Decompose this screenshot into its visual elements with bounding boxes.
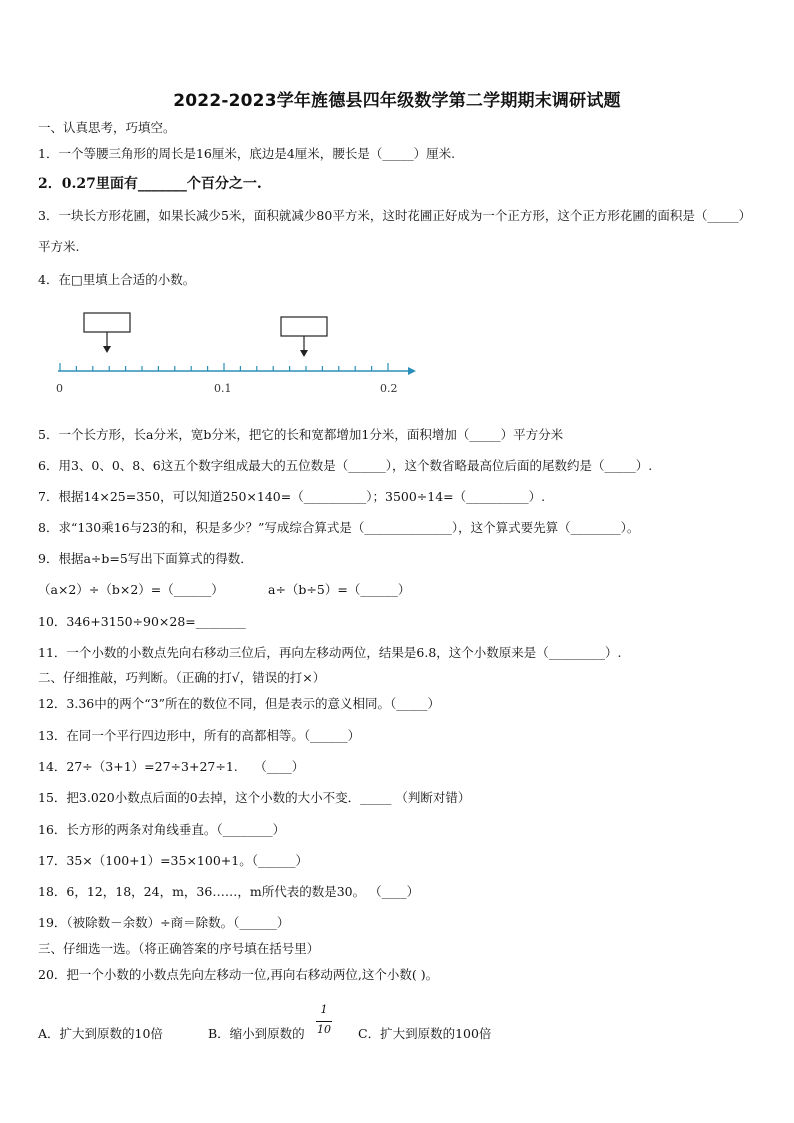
choice-c: C．扩大到原数的100倍: [358, 1026, 492, 1041]
page-title: 2022-2023学年旌德县四年级数学第二学期期末调研试题: [173, 91, 621, 111]
question-9: 9．根据a÷b=5写出下面算式的得数．: [38, 551, 253, 566]
question-17: 17．35×（100+1）=35×100+1。（______）: [38, 853, 308, 868]
section-heading-true-false: 二、仔细推敲，巧判断。（正确的打√，错误的打×）: [38, 670, 326, 685]
question-1: 1．一个等腰三角形的周长是16厘米，底边是4厘米，腰长是（_____）厘米.: [38, 146, 456, 161]
question-15: 15．把3.020小数点后面的0去掉，这个小数的大小不变．_____ （判断对错）: [38, 790, 471, 805]
question-16: 16．长方形的两条对角线垂直。（________）: [38, 822, 286, 837]
question-6: 6．用3、0、0、8、6这五个数字组成最大的五位数是（______），这个数省略最高位后面的尾数约是（_____）.: [38, 458, 653, 473]
question-13: 13．在同一个平行四边形中，所有的高都相等。（______）: [38, 728, 361, 743]
question-11: 11．一个小数的小数点先向右移动三位后，再向左移动两位，结果是6.8，这个小数原来是（_________）.: [38, 645, 622, 660]
question-12: 12．3.36中的两个“3”所在的数位不同，但是表示的意义相同。（_____）: [38, 696, 440, 711]
fraction-numerator: 1: [320, 1003, 328, 1016]
section-heading-multiple-choice: 三、仔细选一选。（将正确答案的序号填在括号里）: [38, 941, 320, 956]
question-4: 4．在□里填上合适的小数。: [38, 272, 196, 287]
question-8: 8．求“130乘16与23的和，积是多少？”写成综合算式是（______________），这个算式要先算（________）。: [38, 520, 640, 535]
arrow-1-head: [103, 346, 111, 353]
question-5: 5．一个长方形，长a分米，宽b分米，把它的长和宽都增加1分米，面积增加（_____）平方分米: [38, 427, 564, 442]
number-line-figure: [0, 300, 794, 400]
number-line-arrowhead: [408, 367, 416, 375]
fraction-denominator: 10: [317, 1023, 331, 1036]
answer-box-2: [281, 317, 327, 336]
section-heading-fill-in: 一、认真思考，巧填空。: [38, 120, 176, 135]
question-19: 19．（被除数－余数）÷商＝除数。（______）: [38, 915, 290, 930]
number-line-ticks: [60, 363, 388, 371]
question-9-part-b: a÷（b÷5）=（______）: [268, 582, 411, 597]
tick-label-0: 0: [56, 382, 63, 395]
question-18: 18．6，12，18，24，m，36……，m所代表的数是30。 （____）: [38, 884, 420, 899]
question-10: 10．346+3150÷90×28=________: [38, 614, 246, 629]
arrow-2-head: [300, 350, 308, 357]
fraction-bar: [316, 1021, 332, 1022]
question-7: 7．根据14×25=350，可以知道250×140=（__________）；3500÷14=（__________）.: [38, 489, 546, 504]
question-3: 3．一块长方形花圃，如果长减少5米，面积就减少80平方米，这时花圃正好成为一个正方形，这个正方形花圃的面积是（_____）平方米.: [38, 208, 752, 254]
tick-label-0-1: 0.1: [214, 382, 232, 395]
question-20: 20．把一个小数的小数点先向左移动一位,再向右移动两位,这个小数( )。: [38, 967, 439, 982]
question-2: 2．0.27里面有_______个百分之一.: [38, 176, 262, 192]
question-9-part-a: （a×2）÷（b×2）=（______）: [38, 582, 224, 597]
tick-label-0-2: 0.2: [380, 382, 398, 395]
question-14: 14．27÷（3+1）=27÷3+27÷1. （____）: [38, 759, 305, 774]
choice-a: A．扩大到原数的10倍: [38, 1026, 163, 1041]
choice-b: B．缩小到原数的: [208, 1026, 305, 1041]
answer-box-1: [84, 313, 130, 332]
